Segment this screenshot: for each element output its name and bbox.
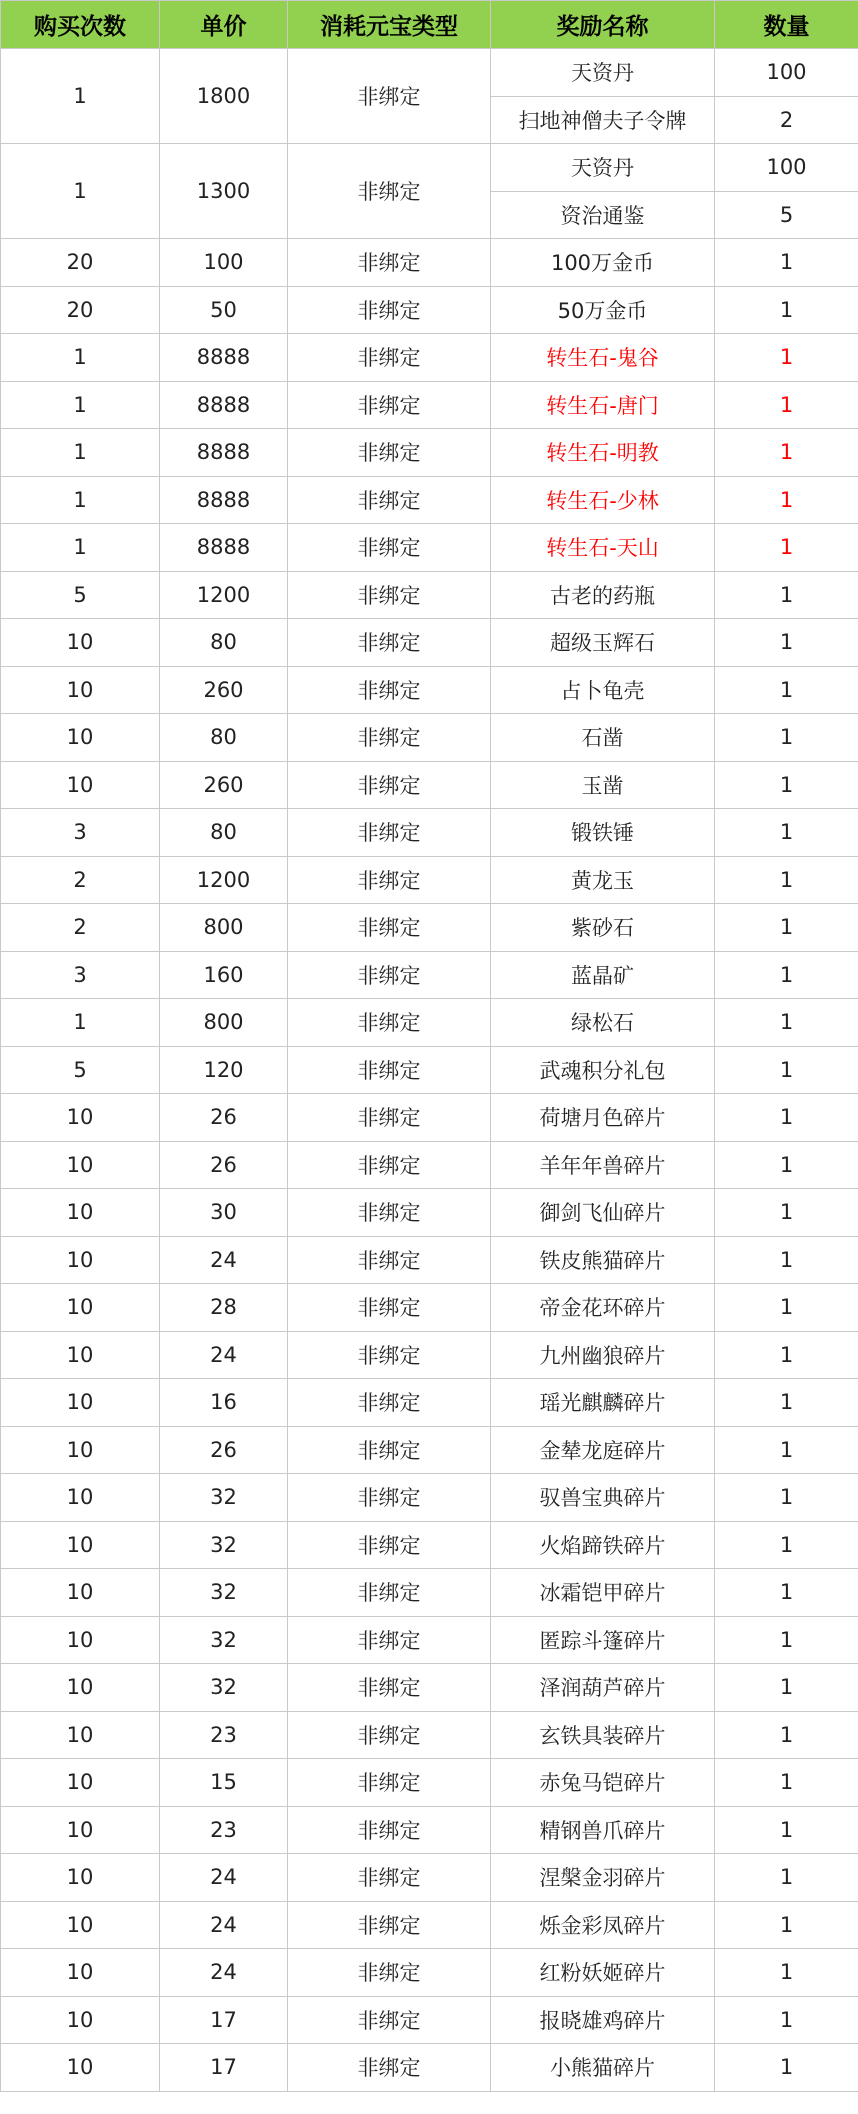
reward-name-cell: 50万金币 [491, 286, 715, 334]
currency-type-cell: 非绑定 [288, 1806, 491, 1854]
table-row [1, 1901, 858, 1949]
reward-name-cell: 荷塘月色碎片 [491, 1094, 715, 1142]
unit-price-cell: 32 [160, 1569, 288, 1617]
reward-name-cell: 精钢兽爪碎片 [491, 1806, 715, 1854]
purchase-count-cell: 10 [1, 1379, 160, 1427]
purchase-count-cell: 10 [1, 1854, 160, 1902]
quantity-cell: 1 [715, 761, 858, 809]
table-row [1, 1189, 858, 1237]
currency-type-cell: 非绑定 [288, 1711, 491, 1759]
purchase-count-cell: 1 [1, 999, 160, 1047]
currency-type-cell: 非绑定 [288, 239, 491, 287]
quantity-cell: 1 [715, 714, 858, 762]
table-row [1, 1141, 858, 1189]
currency-type-cell: 非绑定 [288, 1854, 491, 1902]
currency-type-cell: 非绑定 [288, 1236, 491, 1284]
reward-name-cell: 泽润葫芦碎片 [491, 1664, 715, 1712]
quantity-cell: 1 [715, 1426, 858, 1474]
table-row [1, 1521, 858, 1569]
unit-price-cell: 24 [160, 1949, 288, 1997]
purchase-count-cell: 10 [1, 1711, 160, 1759]
purchase-count-cell: 2 [1, 856, 160, 904]
reward-name-cell: 小熊猫碎片 [491, 2044, 715, 2092]
purchase-count-cell: 10 [1, 2044, 160, 2092]
purchase-count-cell: 10 [1, 1664, 160, 1712]
currency-type-cell: 非绑定 [288, 1616, 491, 1664]
unit-price-cell: 15 [160, 1759, 288, 1807]
table-row [1, 49, 858, 97]
unit-price-cell: 100 [160, 239, 288, 287]
quantity-cell: 1 [715, 239, 858, 287]
unit-price-cell: 260 [160, 761, 288, 809]
table-row [1, 1331, 858, 1379]
table-row [1, 951, 858, 999]
reward-name-cell: 红粉妖姬碎片 [491, 1949, 715, 1997]
unit-price-cell: 160 [160, 951, 288, 999]
reward-name-cell: 瑶光麒麟碎片 [491, 1379, 715, 1427]
purchase-count-cell: 20 [1, 239, 160, 287]
currency-type-cell: 非绑定 [288, 1141, 491, 1189]
unit-price-cell: 32 [160, 1521, 288, 1569]
quantity-cell: 1 [715, 1521, 858, 1569]
quantity-cell: 1 [715, 1284, 858, 1332]
purchase-count-cell: 10 [1, 1949, 160, 1997]
quantity-cell: 1 [715, 1474, 858, 1522]
quantity-cell: 1 [715, 904, 858, 952]
currency-type-cell: 非绑定 [288, 1331, 491, 1379]
purchase-count-cell: 10 [1, 1996, 160, 2044]
unit-price-cell: 1300 [160, 144, 288, 239]
unit-price-cell: 30 [160, 1189, 288, 1237]
quantity-cell: 1 [715, 951, 858, 999]
table-row [1, 571, 858, 619]
table-row [1, 1236, 858, 1284]
quantity-cell: 1 [715, 2044, 858, 2092]
reward-name-cell: 金辇龙庭碎片 [491, 1426, 715, 1474]
quantity-cell: 1 [715, 1901, 858, 1949]
purchase-count-cell: 10 [1, 1189, 160, 1237]
reward-name-cell: 烁金彩凤碎片 [491, 1901, 715, 1949]
reward-name-cell: 锻铁锤 [491, 809, 715, 857]
purchase-count-cell: 10 [1, 619, 160, 667]
currency-type-cell: 非绑定 [288, 571, 491, 619]
quantity-cell: 1 [715, 856, 858, 904]
currency-type-cell: 非绑定 [288, 524, 491, 572]
currency-type-cell: 非绑定 [288, 1996, 491, 2044]
unit-price-cell: 1800 [160, 49, 288, 144]
reward-name-cell: 古老的药瓶 [491, 571, 715, 619]
currency-type-cell: 非绑定 [288, 286, 491, 334]
table-row [1, 666, 858, 714]
reward-name-cell: 转生石-天山 [491, 524, 715, 572]
header-row [1, 1, 858, 49]
header-reward-name: 奖励名称 [491, 1, 715, 49]
quantity-cell: 1 [715, 619, 858, 667]
reward-name-cell: 转生石-鬼谷 [491, 334, 715, 382]
purchase-count-cell: 3 [1, 809, 160, 857]
currency-type-cell: 非绑定 [288, 381, 491, 429]
quantity-cell: 1 [715, 1046, 858, 1094]
table-row [1, 1616, 858, 1664]
unit-price-cell: 26 [160, 1094, 288, 1142]
table-row [1, 1854, 858, 1902]
quantity-cell: 1 [715, 1141, 858, 1189]
unit-price-cell: 800 [160, 904, 288, 952]
purchase-count-cell: 1 [1, 381, 160, 429]
purchase-count-cell: 1 [1, 476, 160, 524]
currency-type-cell: 非绑定 [288, 1759, 491, 1807]
currency-type-cell: 非绑定 [288, 1094, 491, 1142]
quantity-cell: 1 [715, 1949, 858, 1997]
reward-name-cell: 石凿 [491, 714, 715, 762]
currency-type-cell: 非绑定 [288, 144, 491, 239]
purchase-count-cell: 10 [1, 1284, 160, 1332]
unit-price-cell: 1200 [160, 571, 288, 619]
table-row [1, 1759, 858, 1807]
unit-price-cell: 24 [160, 1331, 288, 1379]
currency-type-cell: 非绑定 [288, 1949, 491, 1997]
table-row [1, 1569, 858, 1617]
table-row [1, 714, 858, 762]
quantity-cell: 1 [715, 1379, 858, 1427]
reward-name-cell: 100万金币 [491, 239, 715, 287]
currency-type-cell: 非绑定 [288, 666, 491, 714]
table-row [1, 619, 858, 667]
unit-price-cell: 23 [160, 1806, 288, 1854]
currency-type-cell: 非绑定 [288, 904, 491, 952]
unit-price-cell: 8888 [160, 476, 288, 524]
currency-type-cell: 非绑定 [288, 429, 491, 477]
reward-name-cell: 九州幽狼碎片 [491, 1331, 715, 1379]
unit-price-cell: 80 [160, 714, 288, 762]
quantity-cell: 1 [715, 1236, 858, 1284]
table-header [1, 1, 858, 49]
quantity-cell: 1 [715, 1189, 858, 1237]
table-row [1, 239, 858, 287]
currency-type-cell: 非绑定 [288, 476, 491, 524]
currency-type-cell: 非绑定 [288, 1901, 491, 1949]
quantity-cell: 100 [715, 49, 858, 97]
unit-price-cell: 24 [160, 1236, 288, 1284]
table-row [1, 1949, 858, 1997]
reward-name-cell: 黄龙玉 [491, 856, 715, 904]
reward-name-cell: 占卜龟壳 [491, 666, 715, 714]
purchase-count-cell: 10 [1, 1474, 160, 1522]
reward-name-cell: 帝金花环碎片 [491, 1284, 715, 1332]
purchase-count-cell: 10 [1, 1426, 160, 1474]
currency-type-cell: 非绑定 [288, 761, 491, 809]
purchase-count-cell: 10 [1, 1236, 160, 1284]
purchase-count-cell: 10 [1, 666, 160, 714]
purchase-count-cell: 10 [1, 1616, 160, 1664]
currency-type-cell: 非绑定 [288, 49, 491, 144]
quantity-cell: 100 [715, 144, 858, 192]
reward-name-cell: 匿踪斗篷碎片 [491, 1616, 715, 1664]
reward-name-cell: 转生石-少林 [491, 476, 715, 524]
currency-type-cell: 非绑定 [288, 1569, 491, 1617]
reward-name-cell: 铁皮熊猫碎片 [491, 1236, 715, 1284]
quantity-cell: 1 [715, 571, 858, 619]
reward-name-cell: 资治通鉴 [491, 191, 715, 239]
purchase-count-cell: 10 [1, 1141, 160, 1189]
table-row [1, 1474, 858, 1522]
reward-name-cell: 天资丹 [491, 49, 715, 97]
reward-name-cell: 绿松石 [491, 999, 715, 1047]
quantity-cell: 1 [715, 1616, 858, 1664]
table-row [1, 334, 858, 382]
purchase-count-cell: 10 [1, 1901, 160, 1949]
reward-name-cell: 天资丹 [491, 144, 715, 192]
reward-name-cell: 紫砂石 [491, 904, 715, 952]
currency-type-cell: 非绑定 [288, 999, 491, 1047]
unit-price-cell: 50 [160, 286, 288, 334]
purchase-count-cell: 5 [1, 1046, 160, 1094]
table-row [1, 2044, 858, 2092]
quantity-cell: 1 [715, 1664, 858, 1712]
quantity-cell: 1 [715, 1094, 858, 1142]
reward-name-cell: 转生石-明教 [491, 429, 715, 477]
purchase-count-cell: 10 [1, 714, 160, 762]
table-row [1, 904, 858, 952]
quantity-cell: 1 [715, 1854, 858, 1902]
unit-price-cell: 32 [160, 1664, 288, 1712]
table-row [1, 1284, 858, 1332]
header-unit-price: 单价 [160, 1, 288, 49]
unit-price-cell: 80 [160, 809, 288, 857]
quantity-cell: 1 [715, 1759, 858, 1807]
purchase-count-cell: 1 [1, 49, 160, 144]
unit-price-cell: 8888 [160, 381, 288, 429]
reward-name-cell: 玄铁具装碎片 [491, 1711, 715, 1759]
purchase-count-cell: 10 [1, 1094, 160, 1142]
header-quantity: 数量 [715, 1, 858, 49]
unit-price-cell: 260 [160, 666, 288, 714]
unit-price-cell: 32 [160, 1474, 288, 1522]
table-row [1, 856, 858, 904]
purchase-count-cell: 20 [1, 286, 160, 334]
unit-price-cell: 8888 [160, 334, 288, 382]
table-row [1, 476, 858, 524]
currency-type-cell: 非绑定 [288, 1426, 491, 1474]
unit-price-cell: 120 [160, 1046, 288, 1094]
unit-price-cell: 26 [160, 1426, 288, 1474]
quantity-cell: 1 [715, 524, 858, 572]
unit-price-cell: 28 [160, 1284, 288, 1332]
unit-price-cell: 23 [160, 1711, 288, 1759]
currency-type-cell: 非绑定 [288, 334, 491, 382]
reward-name-cell: 火焰蹄铁碎片 [491, 1521, 715, 1569]
currency-type-cell: 非绑定 [288, 1189, 491, 1237]
reward-name-cell: 羊年年兽碎片 [491, 1141, 715, 1189]
unit-price-cell: 80 [160, 619, 288, 667]
purchase-count-cell: 10 [1, 1569, 160, 1617]
quantity-cell: 1 [715, 999, 858, 1047]
table-row [1, 1711, 858, 1759]
currency-type-cell: 非绑定 [288, 1664, 491, 1712]
table-row [1, 1046, 858, 1094]
unit-price-cell: 16 [160, 1379, 288, 1427]
table-row [1, 381, 858, 429]
quantity-cell: 2 [715, 96, 858, 144]
currency-type-cell: 非绑定 [288, 1284, 491, 1332]
quantity-cell: 1 [715, 381, 858, 429]
reward-name-cell: 驭兽宝典碎片 [491, 1474, 715, 1522]
table-row [1, 144, 858, 192]
currency-type-cell: 非绑定 [288, 1046, 491, 1094]
quantity-cell: 1 [715, 1711, 858, 1759]
quantity-cell: 1 [715, 334, 858, 382]
currency-type-cell: 非绑定 [288, 2044, 491, 2092]
table-row [1, 286, 858, 334]
unit-price-cell: 32 [160, 1616, 288, 1664]
purchase-count-cell: 10 [1, 1806, 160, 1854]
header-currency-type: 消耗元宝类型 [288, 1, 491, 49]
purchase-count-cell: 10 [1, 1331, 160, 1379]
purchase-count-cell: 10 [1, 1759, 160, 1807]
reward-name-cell: 涅槃金羽碎片 [491, 1854, 715, 1902]
table-row [1, 1426, 858, 1474]
purchase-count-cell: 10 [1, 1521, 160, 1569]
reward-name-cell: 转生石-唐门 [491, 381, 715, 429]
currency-type-cell: 非绑定 [288, 1474, 491, 1522]
table-row [1, 524, 858, 572]
quantity-cell: 1 [715, 1996, 858, 2044]
unit-price-cell: 26 [160, 1141, 288, 1189]
quantity-cell: 1 [715, 809, 858, 857]
currency-type-cell: 非绑定 [288, 619, 491, 667]
purchase-count-cell: 2 [1, 904, 160, 952]
purchase-count-cell: 1 [1, 144, 160, 239]
purchase-count-cell: 1 [1, 334, 160, 382]
unit-price-cell: 800 [160, 999, 288, 1047]
unit-price-cell: 8888 [160, 524, 288, 572]
quantity-cell: 1 [715, 429, 858, 477]
unit-price-cell: 17 [160, 2044, 288, 2092]
quantity-cell: 1 [715, 286, 858, 334]
purchase-count-cell: 1 [1, 524, 160, 572]
table-row [1, 1996, 858, 2044]
table-row [1, 1806, 858, 1854]
currency-type-cell: 非绑定 [288, 856, 491, 904]
reward-name-cell: 玉凿 [491, 761, 715, 809]
table-row [1, 1664, 858, 1712]
table-row [1, 1094, 858, 1142]
unit-price-cell: 17 [160, 1996, 288, 2044]
unit-price-cell: 24 [160, 1901, 288, 1949]
table-row [1, 1379, 858, 1427]
currency-type-cell: 非绑定 [288, 1521, 491, 1569]
quantity-cell: 1 [715, 1331, 858, 1379]
reward-name-cell: 报晓雄鸡碎片 [491, 1996, 715, 2044]
table-body [1, 49, 858, 2092]
reward-name-cell: 赤兔马铠碎片 [491, 1759, 715, 1807]
purchase-count-cell: 10 [1, 761, 160, 809]
currency-type-cell: 非绑定 [288, 1379, 491, 1427]
reward-name-cell: 超级玉辉石 [491, 619, 715, 667]
currency-type-cell: 非绑定 [288, 809, 491, 857]
quantity-cell: 1 [715, 666, 858, 714]
reward-name-cell: 冰霜铠甲碎片 [491, 1569, 715, 1617]
quantity-cell: 5 [715, 191, 858, 239]
reward-name-cell: 扫地神僧夫子令牌 [491, 96, 715, 144]
quantity-cell: 1 [715, 1569, 858, 1617]
reward-name-cell: 武魂积分礼包 [491, 1046, 715, 1094]
table-row [1, 809, 858, 857]
unit-price-cell: 1200 [160, 856, 288, 904]
table-row [1, 999, 858, 1047]
reward-name-cell: 蓝晶矿 [491, 951, 715, 999]
quantity-cell: 1 [715, 1806, 858, 1854]
table-row [1, 761, 858, 809]
quantity-cell: 1 [715, 476, 858, 524]
header-purchase-count: 购买次数 [1, 1, 160, 49]
purchase-count-cell: 3 [1, 951, 160, 999]
reward-name-cell: 御剑飞仙碎片 [491, 1189, 715, 1237]
purchase-count-cell: 1 [1, 429, 160, 477]
unit-price-cell: 24 [160, 1854, 288, 1902]
currency-type-cell: 非绑定 [288, 714, 491, 762]
table-row [1, 429, 858, 477]
purchase-count-cell: 5 [1, 571, 160, 619]
unit-price-cell: 8888 [160, 429, 288, 477]
currency-type-cell: 非绑定 [288, 951, 491, 999]
